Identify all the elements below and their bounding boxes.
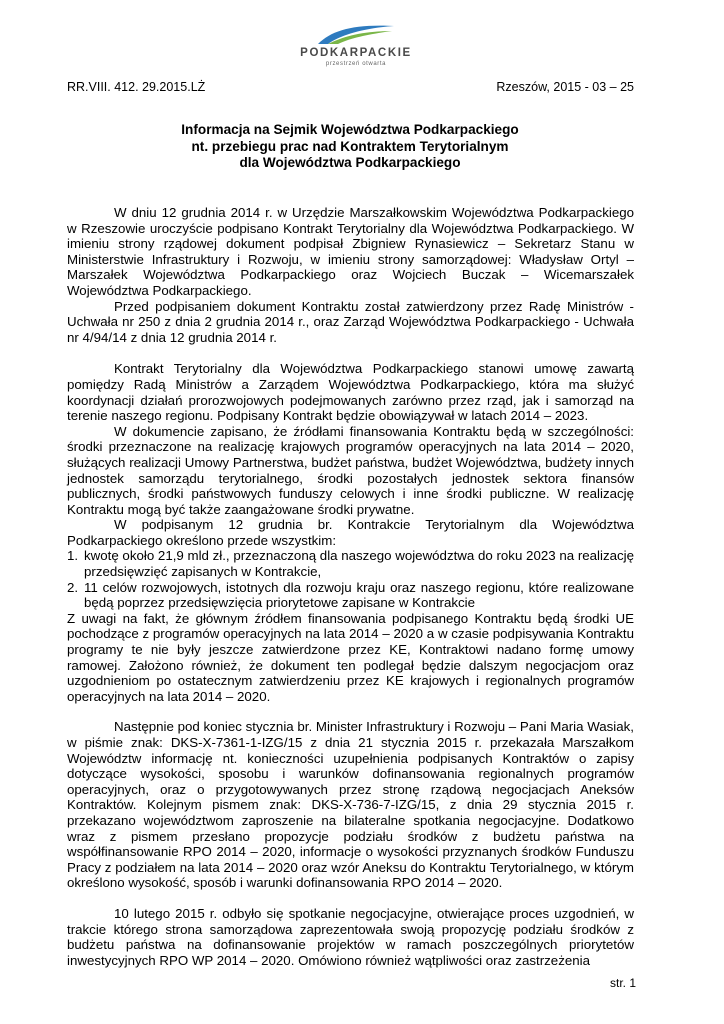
document-body (67, 205, 634, 968)
paragraph-approval: Przed podpisaniem dokument Kontraktu został zatwierdzony przez Radę Ministrów - Uchwała nr 250 z dnia 2 grudnia 2014 r., oraz Zarząd Województwa Podkarpackiego - Uchwała nr 4/94/14 z dnia 12 grudnia 2014 r. (67, 298, 634, 345)
title-line-3: dla Województwa Podkarpackiego (239, 155, 461, 170)
page-number: str. 1 (609, 976, 636, 990)
numbered-list (67, 548, 634, 610)
document-title (67, 122, 633, 172)
paragraph-contract-definition: Kontrakt Terytorialny dla Województwa Podkarpackiego stanowi umowę zawartą pomiędzy Radą Ministrów a Zarządem Województwa Podkarpackiego, która ma służyć koordynacji działań prorozwojowych podejmowanych zarówno przez rząd, jak i samorząd na terenie naszego regionu. Podpisany Kontrakt będzie obowiązywał w latach 2014 – 2023. (67, 361, 634, 424)
list-item-text: 11 celów rozwojowych, istotnych dla rozwoju kraju oraz naszego regionu, które realizowane będą poprzez przedsięwzięcia priorytetowe zapisane w Kontrakcie (84, 579, 634, 611)
paragraph-signing: W dniu 12 grudnia 2014 r. w Urzędzie Marszałkowskim Województwa Podkarpackiego w Rzeszowie uroczyście podpisano Kontrakt Terytorialny dla Województwa Podkarpackiego. W imieniu strony rządowej dokument podpisał Zbigniew Rynasiewicz – Sekretarz Stanu w Ministerstwie Infrastruktury i Rozwoju, w imieniu strony samorządowej: Władysław Ortyl – Marszałek Województwa Podkarpackiego oraz Wojciech Buczak – Wicemarszałek Województwa Podkarpackiego. (67, 205, 634, 298)
title-line-2: nt. przebiegu prac nad Kontraktem Terytorialnym (191, 138, 509, 154)
logo-swoosh-icon (314, 22, 398, 46)
list-item-number: 2. (67, 579, 79, 595)
list-item-number: 1. (67, 548, 79, 564)
list-item-text: kwotę około 21,9 mld zł., przeznaczoną dla naszego województwa do roku 2023 na realizację przedsięwzięć zapisanych w Kontrakcie, (84, 548, 634, 580)
document-date: Rzeszów, 2015 - 03 – 25 (496, 80, 634, 94)
document-reference: RR.VIII. 412. 29.2015.LŻ (67, 80, 206, 94)
paragraph-framework-agreement: Z uwagi na fakt, że głównym źródłem finansowania podpisanego Kontraktu będą środki UE pochodzące z programów operacyjnych na lata 2014 – 2020 a w czasie podpisywania Kontraktu programy te nie były jeszcze zatwierdzone przez KE, Kontraktowi nadano formę umowy ramowej. Założono również, że dokument ten podlegał będzie dalszym negocjacjom oraz uzgodnieniom po ostatecznym zatwierdzeniu przez KE krajowych i regionalnych programów operacyjnych na lata 2014 – 2020. (67, 610, 634, 704)
title-line-1: Informacja na Sejmik Województwa Podkarpackiego (181, 122, 519, 137)
logo-name: PODKARPACKIE (300, 47, 412, 59)
paragraph-negotiation-meeting: 10 lutego 2015 r. odbyło się spotkanie negocjacyjne, otwierające proces uzgodnień, w trakcie którego strona samorządowa zaprezentowała swoją propozycję podziału środków z budżetu państwa na dofinansowanie projektów w ramach poszczególnych priorytetów inwestycyjnych RPO WP 2014 – 2020. Omówiono również wątpliwości oraz zastrzeżenia (67, 905, 634, 968)
list-item (67, 548, 634, 579)
paragraph-minister-letter: Następnie pod koniec stycznia br. Minister Infrastruktury i Rozwoju – Pani Maria Wasiak, w piśmie znak: DKS-X-7361-1-IZG/15 z dnia 21 stycznia 2015 r. przekazała Marszałkom Województw informację nt. konieczności uzupełnienia podpisanych Kontraktów o zapisy dotyczące wysokości, sposobu i warunków dofinansowania regionalnych programów operacyjnych, oraz o przygotowywanych przez stronę rządową negocjacjach Aneksów Kontraktów. Kolejnym pismem znak: DKS-X-736-7-IZG/15, z dnia 29 stycznia 2015 r. przekazano województwom zaproszenie na bilateralne spotkania negocjacyjne. Dodatkowo wraz z pismem przesłano propozycje podziału środków z budżetu państwa na współfinansowanie RPO 2014 – 2020, informacje o wysokości przyznanych środków Funduszu Pracy z podziałem na lata 2014 – 2020 oraz wzór Aneksu do Kontraktu Terytorialnego, w którym określono wysokość, sposób i warunki dofinansowania RPO 2014 – 2020. (67, 719, 634, 891)
paragraph-financing-sources: W dokumencie zapisano, że źródłami finansowania Kontraktu będą w szczególności: środki przeznaczone na realizację krajowych programów operacyjnych na lata 2014 – 2020, służących realizacji Umowy Partnerstwa, budżet państwa, budżet Województwa, budżety innych jednostek samorządu terytorialnego, środki pozostałych jednostek sektora finansów publicznych, środki państwowych funduszy celowych i inne środki publiczne. W realizację Kontraktu mogą być także zaangażowane środki prywatne. (67, 423, 634, 517)
list-item (67, 580, 634, 611)
podkarpackie-logo (298, 22, 414, 68)
paragraph-list-intro: W podpisanym 12 grudnia br. Kontrakcie Terytorialnym dla Województwa Podkarpackiego określono przede wszystkim: (67, 517, 634, 548)
logo-tagline: przestrzeń otwarta (325, 61, 387, 67)
